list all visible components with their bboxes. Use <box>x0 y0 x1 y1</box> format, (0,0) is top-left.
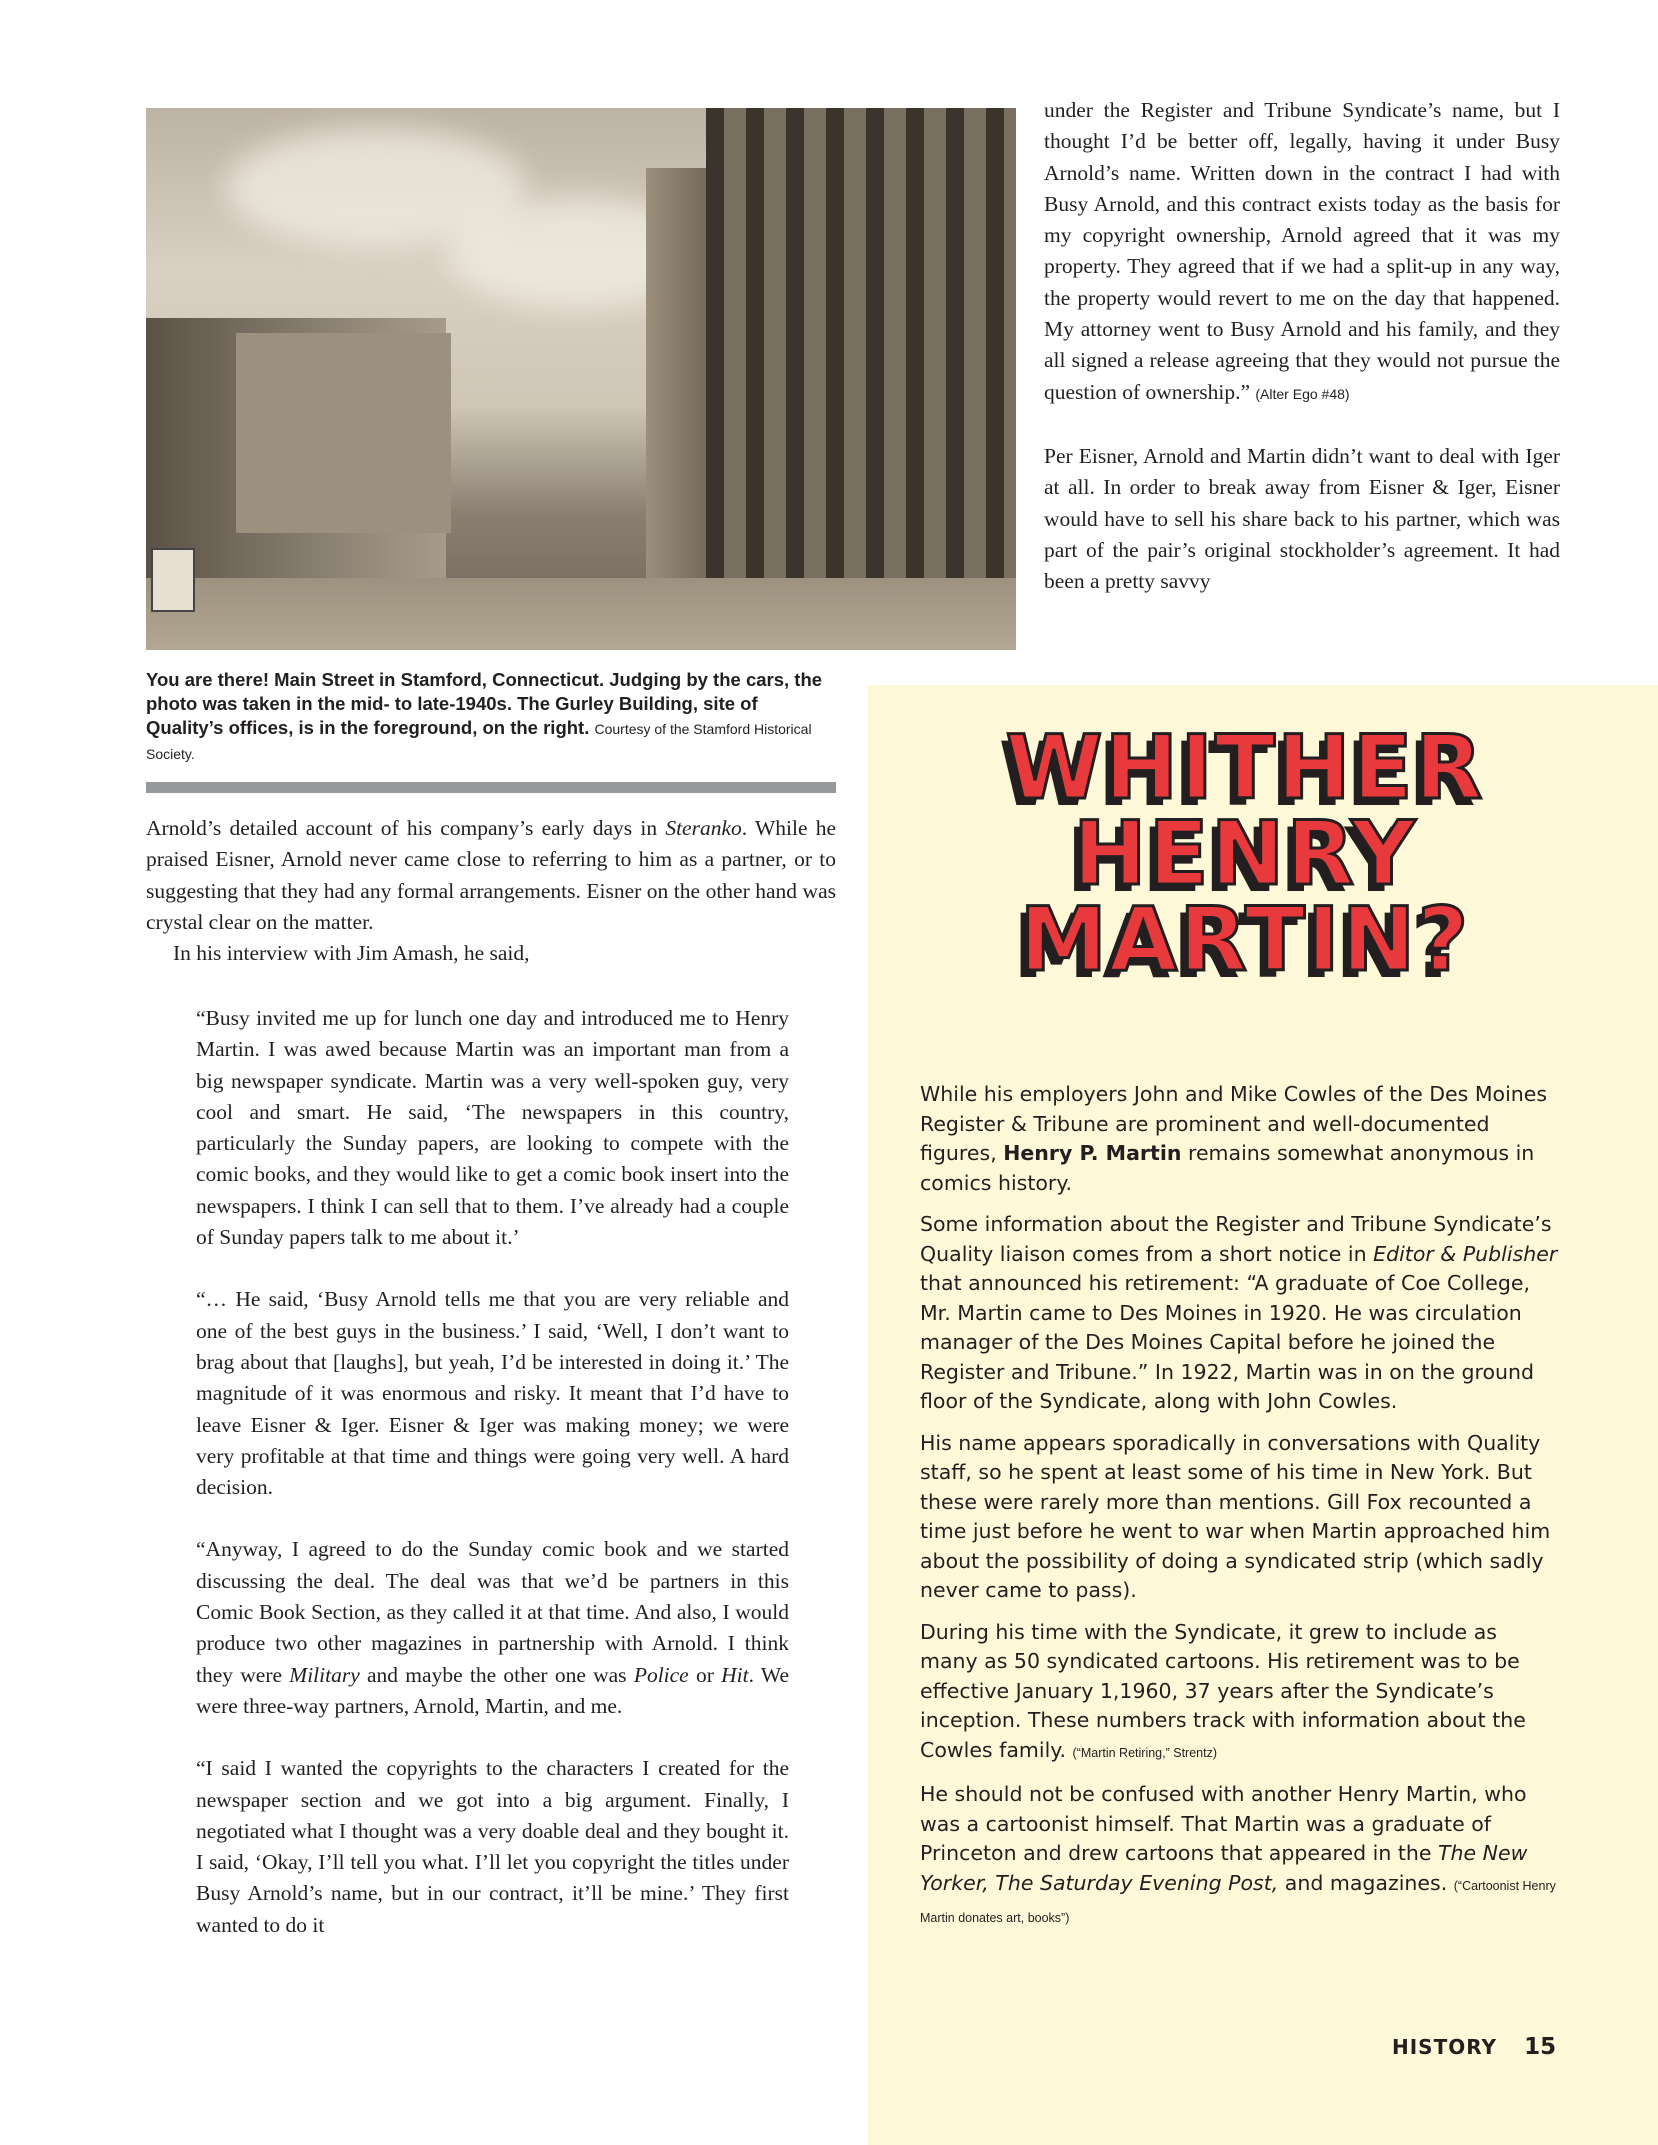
quote-paragraph <box>196 1534 789 1722</box>
source-citation: (Alter Ego #48) <box>1255 385 1350 402</box>
sidebar-title <box>1005 716 1485 991</box>
magazine-title: Hit <box>721 1662 749 1687</box>
title-line: MARTIN? <box>1019 888 1471 991</box>
quote-paragraph: “I said I wanted the copyrights to the characters I created for the newspaper section and we got into a big argument. Finally, I negotiated what I thought was a very doable deal and they bought it. I said, ‘Okay, I’ll tell you what. I’ll let you copyright the titles under Busy Arnold’s name, but in our contract, it’ll be mine.’ They first wanted to do it <box>196 1756 789 1937</box>
text: or <box>688 1662 722 1687</box>
block-quote <box>196 1003 789 1972</box>
book-title: Steranko <box>665 816 742 840</box>
text: under the Register and Tribune Syndicate’s name, but I thought I’d be better off, legally, having it under Busy Arnold’s name. Written down in the contract I had with Busy Arnold, and this contract exists today as the basis for my copyright ownership, Arnold agreed that it was my property. They agreed that if we had a split-up in any way, the property would revert to me on the day that happened. My attorney went to Busy Arnold and his family, and they all signed a release agreeing that they would not pursue the question of ownership.” <box>1044 98 1560 404</box>
text: Some information about the Register and Tribune Syndicate’s Quality liaison comes from a short notice in <box>920 1212 1552 1266</box>
text: . While he praised Eisner, Arnold never came close to referring to him as a partner, or to suggesting that they had any formal arrangements. Eisner on the other hand was crystal clear on the matter. <box>146 816 837 934</box>
left-column-text <box>146 813 836 969</box>
page-number: 15 <box>1524 2034 1557 2060</box>
paragraph <box>146 813 836 938</box>
paragraph: His name appears sporadically in conversations with Quality staff, so he spent at least some of his time in New York. But these were rarely more than mentions. Gill Fox recounted a time just before he went to war when Martin approached him about the possibility of doing a syndicated strip (which sadly never came to pass). <box>920 1430 1551 1602</box>
paragraph <box>920 1080 1560 1198</box>
caption-credit: Courtesy of the Stamford Historical Society. <box>146 721 812 762</box>
divider-rule <box>146 782 836 793</box>
sidebar-text <box>920 1080 1560 1946</box>
paragraph <box>920 1780 1560 1934</box>
text: that announced his retirement: “A graduate of Coe College, Mr. Martin came to Des Moines in 1920. He was circulation manager of the Des Moines Capital before he joined the Register and Tribune.” In 1922, Martin was in on the ground floor of the Syndicate, along with John Cowles. <box>920 1271 1535 1413</box>
text: During his time with the Syndicate, it grew to include as many as 50 syndicated cartoons. His retirement was to be effective January 1,1960, 37 years after the Syndicate’s inception. These numbers track with information about the Cowles family. <box>920 1619 1526 1762</box>
quote-paragraph: “… He said, ‘Busy Arnold tells me that you are very reliable and one of the best guys in the business.’ I said, ‘Well, I don’t want to brag about that [laughs], but yeah, I’d be interested in doing it.’ The magnitude of it was enormous and risky. It meant that I’d have to leave Eisner & Iger. Eisner & Iger was making money; we were very profitable at that time and things were going very well. A hard decision. <box>196 1287 789 1500</box>
right-column-text <box>1044 95 1560 628</box>
section-label: HISTORY <box>1392 2035 1498 2059</box>
text: remains somewhat anonymous in comics history. <box>920 1141 1535 1195</box>
photo-caption <box>146 668 836 766</box>
title-line: HENRY <box>1072 802 1418 905</box>
text: . We were three-way partners, Arnold, Martin, and me. <box>196 1662 789 1718</box>
name-highlight: Henry P. Martin <box>1003 1141 1182 1165</box>
title-line: WHITHER <box>1005 716 1485 819</box>
paragraph: In his interview with Jim Amash, he said, <box>173 941 530 966</box>
street <box>146 578 1016 650</box>
text: While his employers John and Mike Cowles of the Des Moines Register & Tribune are prominent and well-documented figures, <box>920 1082 1548 1165</box>
paragraph: Per Eisner, Arnold and Martin didn’t want to deal with Iger at all. In order to break away from Eisner & Iger, Eisner would have to sell his share back to his partner, which was part of the pair’s original stockholder’s agreement. It had been a pretty savvy <box>1044 443 1560 594</box>
text: and maybe the other one was <box>359 1662 634 1687</box>
magazine-title: Police <box>633 1662 689 1687</box>
quote-paragraph: “Busy invited me up for lunch one day and introduced me to Henry Martin. I was awed because Martin was an important man from a big newspaper syndicate. Martin was a very well-spoken guy, very cool and smart. He said, ‘The newspapers in this country, particularly the Sunday papers, are looking to compete with the comic books, and they would like to get a comic book insert into the newspapers. I think I can sell that to them. I’ve already had a couple of Sunday papers talk to me about it.’ <box>196 1006 789 1250</box>
page-footer <box>1392 2034 1556 2060</box>
text: “Anyway, I agreed to do the Sunday comic book and we started discussing the deal. The deal was that we’d be partners in this Comic Book Section, as they called it at that time. And also, I would produce two other magazines in partnership with Arnold. I think they were <box>196 1537 789 1687</box>
bus-zone-sign <box>151 548 195 612</box>
paragraph <box>1044 95 1560 410</box>
text: and magazines. <box>1278 1870 1448 1895</box>
paragraph <box>920 1210 1560 1417</box>
caption-text: You are there! Main Street in Stamford, Connecticut. Judging by the cars, the photo was taken in the mid- to late-1940s. The Gurley Building, site of Quality’s offices, is in the foreground, on the right. <box>146 669 823 738</box>
source-citation: (“Martin Retiring,” Strentz) <box>1072 1745 1218 1760</box>
magazine-title: Military <box>289 1662 360 1687</box>
main-street-stamford-photo <box>146 108 1016 650</box>
text: He should not be confused with another Henry Martin, who was a cartoonist himself. That Martin was a graduate of Princeton and drew cartoons that appeared in the <box>920 1782 1527 1865</box>
publication-title: The New Yorker, The Saturday Evening Post, <box>920 1841 1528 1895</box>
paragraph <box>920 1618 1560 1769</box>
source-citation: (“Cartoonist Henry Martin donates art, books”) <box>920 1878 1556 1925</box>
text: Arnold’s detailed account of his company’s early days in <box>146 816 666 840</box>
publication-title: Editor & Publisher <box>1373 1241 1558 1266</box>
gurley-building <box>706 108 1016 650</box>
building-left-tall <box>236 333 451 533</box>
